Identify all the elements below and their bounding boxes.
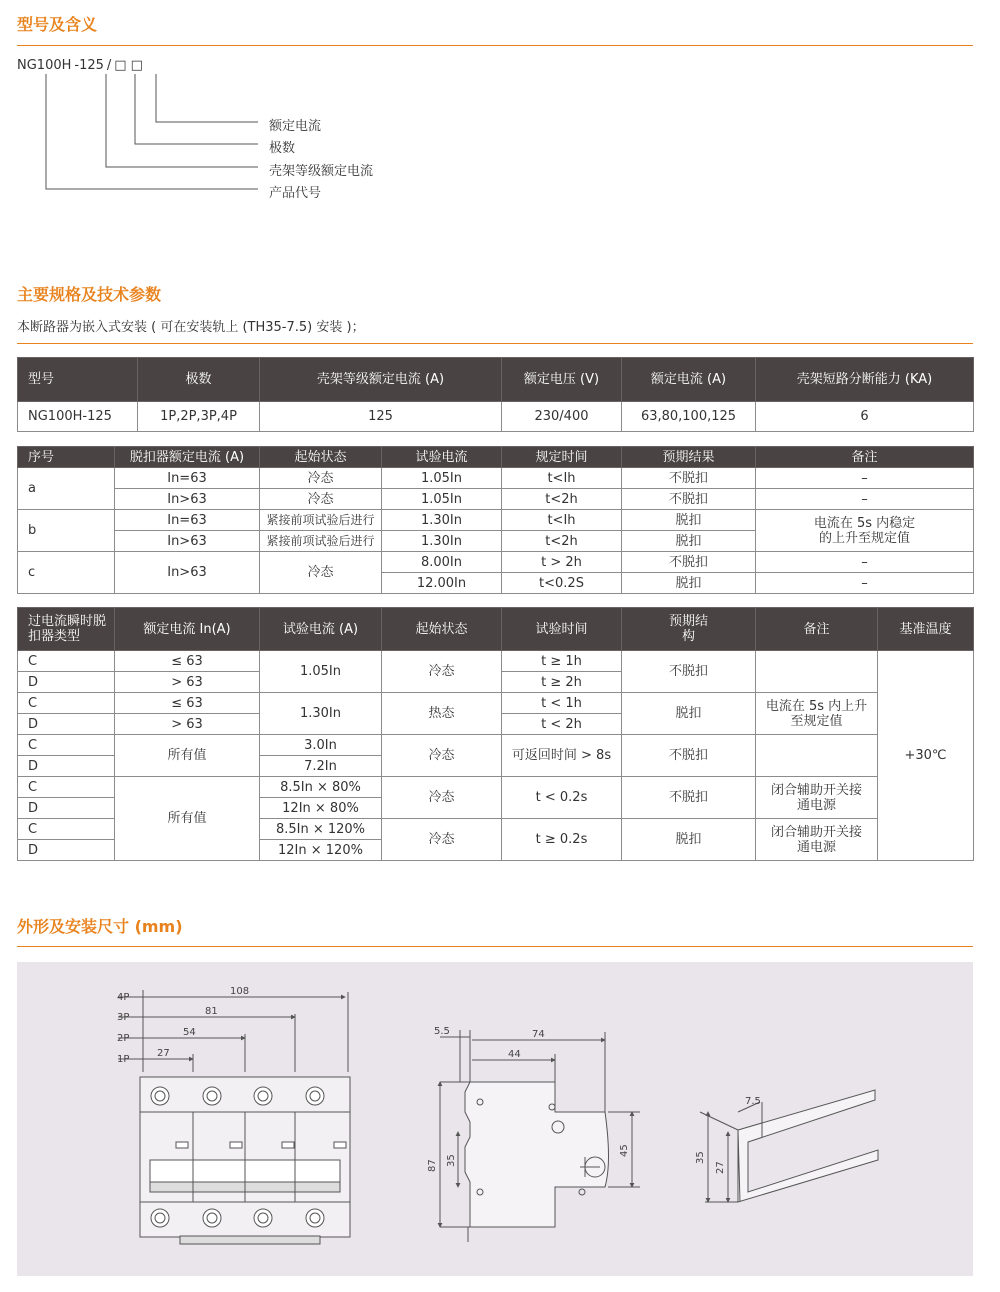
table-cell: t<2h bbox=[502, 489, 622, 510]
width-81: 81 bbox=[205, 1006, 218, 1017]
table-cell: 冷态 bbox=[260, 468, 382, 489]
th-frame-current: 壳架等级额定电流 (A) bbox=[260, 358, 502, 402]
table-cell: +30℃ bbox=[878, 651, 974, 861]
table-cell: 冷态 bbox=[382, 819, 502, 861]
table-cell: 1.05In bbox=[260, 651, 382, 693]
width-108: 108 bbox=[230, 986, 250, 997]
th-remark: 备注 bbox=[756, 447, 974, 468]
width-54: 54 bbox=[183, 1027, 196, 1038]
section-title-specs: 主要规格及技术参数 bbox=[17, 285, 162, 304]
spec-table bbox=[17, 357, 974, 432]
side-dim-44: 44 bbox=[508, 1049, 521, 1060]
table-cell: 不脱扣 bbox=[622, 468, 756, 489]
pole-label-1p: 1P bbox=[117, 1054, 130, 1065]
table-cell: ≤ 63 bbox=[115, 651, 260, 672]
side-view-drawing bbox=[440, 1030, 640, 1242]
table-cell: t < 0.2s bbox=[502, 777, 622, 819]
table-cell: NG100H-125 bbox=[18, 402, 138, 432]
table-cell: > 63 bbox=[115, 672, 260, 693]
table-cell: – bbox=[756, 552, 974, 573]
table-cell: 紧接前项试验后进行 bbox=[260, 531, 382, 552]
section-divider bbox=[17, 343, 973, 344]
table-cell: 12.00In bbox=[382, 573, 502, 594]
type-cell: C bbox=[18, 819, 115, 840]
pole-label-3p: 3P bbox=[117, 1012, 130, 1023]
table-cell: 125 bbox=[260, 402, 502, 432]
table-cell: In>63 bbox=[115, 552, 260, 594]
th-current: 额定电流 (A) bbox=[622, 358, 756, 402]
th-time: 规定时间 bbox=[502, 447, 622, 468]
table-cell: In=63 bbox=[115, 468, 260, 489]
type-cell: D bbox=[18, 714, 115, 735]
type-cell: C bbox=[18, 651, 115, 672]
table-cell: 230/400 bbox=[502, 402, 622, 432]
group-label: b bbox=[18, 510, 115, 552]
table-cell: t<0.2S bbox=[502, 573, 622, 594]
th-initial-state: 起始状态 bbox=[382, 608, 502, 651]
th-rated-current: 额定电流 In(A) bbox=[115, 608, 260, 651]
table-cell: > 63 bbox=[115, 714, 260, 735]
table-cell: 不脱扣 bbox=[622, 552, 756, 573]
trip-test-table bbox=[17, 446, 974, 594]
table-cell: 脱扣 bbox=[622, 531, 756, 552]
th-ref-temp: 基准温度 bbox=[878, 608, 974, 651]
side-dim-74: 74 bbox=[532, 1029, 545, 1040]
table-cell: t < 2h bbox=[502, 714, 622, 735]
type-cell: C bbox=[18, 693, 115, 714]
table-cell: 紧接前项试验后进行 bbox=[260, 510, 382, 531]
din-rail-drawing bbox=[700, 1090, 878, 1202]
table-cell: 12In × 80% bbox=[260, 798, 382, 819]
table-cell: 8.00In bbox=[382, 552, 502, 573]
th-test-time: 试验时间 bbox=[502, 608, 622, 651]
section-divider bbox=[17, 946, 973, 947]
table-cell: 不脱扣 bbox=[622, 735, 756, 777]
type-cell: D bbox=[18, 756, 115, 777]
rail-dim-27: 27 bbox=[715, 1161, 726, 1174]
table-cell: 脱扣 bbox=[622, 693, 756, 735]
table-cell: 冷态 bbox=[260, 552, 382, 594]
table-cell: t ≥ 2h bbox=[502, 672, 622, 693]
instant-release-table bbox=[17, 607, 974, 861]
table-cell: 电流在 5s 内上升至规定值 bbox=[756, 693, 878, 735]
table-cell: In>63 bbox=[115, 489, 260, 510]
table-cell bbox=[756, 735, 878, 777]
table-cell bbox=[756, 651, 878, 693]
legend-rated-current: 额定电流 bbox=[269, 119, 322, 134]
code-prefix: NG100H bbox=[17, 58, 72, 73]
table-cell: t > 2h bbox=[502, 552, 622, 573]
th-release-current: 脱扣器额定电流 (A) bbox=[115, 447, 260, 468]
table-cell: 不脱扣 bbox=[622, 777, 756, 819]
table-cell: 冷态 bbox=[382, 651, 502, 693]
table-cell: In>63 bbox=[115, 531, 260, 552]
width-27: 27 bbox=[157, 1048, 170, 1059]
side-dim-5-5: 5.5 bbox=[434, 1026, 450, 1037]
table-cell: t ≥ 0.2s bbox=[502, 819, 622, 861]
th-test-current: 试验电流 (A) bbox=[260, 608, 382, 651]
table-cell: 热态 bbox=[382, 693, 502, 735]
dimension-drawings bbox=[0, 962, 1000, 1276]
table-cell: 1P,2P,3P,4P bbox=[138, 402, 260, 432]
table-cell: t<2h bbox=[502, 531, 622, 552]
table-cell: – bbox=[756, 489, 974, 510]
table-cell: 脱扣 bbox=[622, 510, 756, 531]
table-cell: t ≥ 1h bbox=[502, 651, 622, 672]
table-cell: In=63 bbox=[115, 510, 260, 531]
table-cell: t < 1h bbox=[502, 693, 622, 714]
table-cell: 8.5In × 120% bbox=[260, 819, 382, 840]
type-cell: D bbox=[18, 840, 115, 861]
th-poles: 极数 bbox=[138, 358, 260, 402]
table-cell: 1.05In bbox=[382, 489, 502, 510]
rail-dim-7-5: 7.5 bbox=[745, 1096, 761, 1107]
table-cell: 12In × 120% bbox=[260, 840, 382, 861]
table-cell: – bbox=[756, 573, 974, 594]
table-cell: 所有值 bbox=[115, 735, 260, 777]
type-cell: D bbox=[18, 798, 115, 819]
table-cell: 闭合辅助开关接通电源 bbox=[756, 819, 878, 861]
legend-poles: 极数 bbox=[269, 141, 296, 156]
th-breaking: 壳架短路分断能力 (KA) bbox=[756, 358, 974, 402]
specs-note: 本断路器为嵌入式安装 ( 可在安装轨上 (TH35-7.5) 安装 )； bbox=[17, 320, 365, 335]
table-cell: 1.05In bbox=[382, 468, 502, 489]
table-cell: 所有值 bbox=[115, 777, 260, 861]
table-cell: 6 bbox=[756, 402, 974, 432]
table-cell: t<Ih bbox=[502, 510, 622, 531]
side-dim-45: 45 bbox=[619, 1144, 630, 1157]
section-title-dims: 外形及安装尺寸 (mm) bbox=[17, 917, 183, 936]
table-cell: 7.2In bbox=[260, 756, 382, 777]
table-cell: 1.30In bbox=[382, 510, 502, 531]
code-slash: / bbox=[106, 58, 112, 73]
th-model: 型号 bbox=[18, 358, 138, 402]
code-rating: -125 bbox=[74, 58, 104, 73]
th-expected: 预期结构 bbox=[622, 608, 756, 651]
type-cell: C bbox=[18, 735, 115, 756]
table-cell: 脱扣 bbox=[622, 573, 756, 594]
th-voltage: 额定电压 (V) bbox=[502, 358, 622, 402]
table-cell: 1.30In bbox=[382, 531, 502, 552]
table-cell: 冷态 bbox=[382, 777, 502, 819]
th-seq: 序号 bbox=[18, 447, 115, 468]
table-cell: 不脱扣 bbox=[622, 489, 756, 510]
table-cell: 闭合辅助开关接通电源 bbox=[756, 777, 878, 819]
type-cell: C bbox=[18, 777, 115, 798]
pole-label-2p: 2P bbox=[117, 1033, 130, 1044]
code-box-1: □ bbox=[114, 58, 127, 73]
front-view-drawing bbox=[118, 990, 350, 1244]
table-cell: 8.5In × 80% bbox=[260, 777, 382, 798]
group-label: a bbox=[18, 468, 115, 510]
table-cell: ≤ 63 bbox=[115, 693, 260, 714]
th-remark: 备注 bbox=[756, 608, 878, 651]
table-cell: t<Ih bbox=[502, 468, 622, 489]
side-dim-87: 87 bbox=[427, 1159, 438, 1172]
section-title-model: 型号及含义 bbox=[17, 15, 98, 34]
table-cell: 冷态 bbox=[382, 735, 502, 777]
table-cell: 3.0In bbox=[260, 735, 382, 756]
legend-product-code: 产品代号 bbox=[269, 186, 322, 201]
table-cell: 不脱扣 bbox=[622, 651, 756, 693]
type-cell: D bbox=[18, 672, 115, 693]
group-label: c bbox=[18, 552, 115, 594]
table-cell: 脱扣 bbox=[622, 819, 756, 861]
th-release-type: 过电流瞬时脱扣器类型 bbox=[18, 608, 115, 651]
th-test-current: 试验电流 bbox=[382, 447, 502, 468]
pole-label-4p: 4P bbox=[117, 992, 130, 1003]
table-cell: 冷态 bbox=[260, 489, 382, 510]
legend-frame-current: 壳架等级额定电流 bbox=[269, 164, 374, 179]
th-result: 预期结果 bbox=[622, 447, 756, 468]
side-dim-35: 35 bbox=[446, 1154, 457, 1167]
table-cell: 63,80,100,125 bbox=[622, 402, 756, 432]
th-initial-state: 起始状态 bbox=[260, 447, 382, 468]
table-cell: 可返回时间 > 8s bbox=[502, 735, 622, 777]
code-box-2: □ bbox=[130, 58, 143, 73]
table-cell: 1.30In bbox=[260, 693, 382, 735]
table-cell: – bbox=[756, 468, 974, 489]
table-cell: 电流在 5s 内稳定的上升至规定值 bbox=[756, 510, 974, 552]
rail-dim-35: 35 bbox=[695, 1151, 706, 1164]
